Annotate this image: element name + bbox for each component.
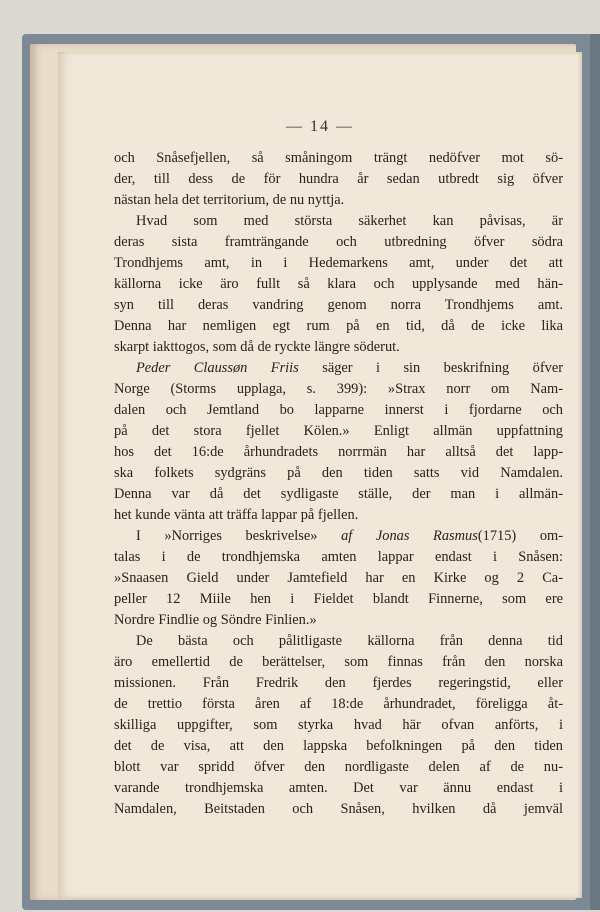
text-line: syn till deras vandring genom norra Trondhjems amt. bbox=[114, 297, 563, 313]
text-line: Namdalen, Beitstaden och Snåsen, hvilken då jemväl bbox=[114, 801, 563, 817]
text-line: De bästa och pålitligaste källorna från denna tid bbox=[136, 633, 563, 649]
text-line: het kunde vänta att träffa lappar på fjellen. bbox=[114, 507, 359, 523]
text-line: på det stora fjellet Kölen.» Enligt allmän uppfattning bbox=[114, 423, 563, 439]
text-line: nästan hela det territorium, de nu nyttja. bbox=[114, 192, 345, 208]
text-line: skarpt iakttogos, som då de ryckte längre söderut. bbox=[114, 339, 400, 355]
author-name: Peder Claussøn Friis bbox=[136, 360, 299, 376]
author-name: Jonas Rasmus bbox=[375, 528, 478, 544]
cover-spine-edge bbox=[590, 34, 600, 910]
text-line: Hvad som med största säkerhet kan påvisas, är bbox=[136, 213, 563, 229]
text-line: Trondhjems amt, in i Hedemarkens amt, under det att bbox=[114, 255, 563, 271]
text-line: deras sista framträngande och utbredning öfver södra bbox=[114, 234, 563, 250]
text-line-with-author bbox=[114, 527, 563, 546]
text-line: Nordre Findlie og Söndre Finlien.» bbox=[114, 612, 317, 628]
text-line: der, till dess de för hundra år sedan utbredt sig öfver bbox=[114, 171, 563, 187]
publication-year: (1715) bbox=[477, 528, 517, 544]
text-line: Norge (Storms upplaga, s. 399): »Strax norr om Nam- bbox=[114, 381, 563, 397]
text-line: äro emellertid de berättelser, som finnas från den norska bbox=[114, 654, 563, 670]
text-line: talas i de trondhjemska amten lappar endast i Snåsen: bbox=[114, 549, 563, 565]
text-line: det de visa, att den lappska befolkningen på den tiden bbox=[114, 738, 563, 754]
text-line-rest: säger i sin beskrifning öfver bbox=[322, 360, 564, 376]
text-line: de trettio första åren af 18:de århundradet, föreligga åt- bbox=[114, 696, 563, 712]
text-line: peller 12 Miile hen i Fieldet blandt Finnerne, som ere bbox=[114, 591, 563, 607]
text-line-rest: om- bbox=[539, 528, 564, 544]
text-line: missionen. Från Fredrik den fjerdes regeringstid, eller bbox=[114, 675, 563, 691]
text-line: varande trondhjemska amten. Det var ännu endast i bbox=[114, 780, 563, 796]
text-line: Denna har nemligen egt rum på en tid, då de icke lika bbox=[114, 318, 563, 334]
text-line: och Snåsefjellen, så småningom trängt nedöfver mot sö- bbox=[114, 150, 563, 166]
text-line: skilliga uppgifter, som styrka hvad här ofvan anförts, i bbox=[114, 717, 563, 733]
text-line: »Snaasen Gield under Jamtefield har en Kirke og 2 Ca- bbox=[114, 570, 563, 586]
source-title: I »Norriges beskrivelse» bbox=[136, 528, 318, 544]
page-number: — 14 — bbox=[286, 118, 354, 135]
text-line: dalen och Jemtland bo lapparne innerst i fjordarne och bbox=[114, 402, 563, 418]
text-line: ska folkets sydgräns på den tiden satts vid Namdalen. bbox=[114, 465, 563, 481]
text-line: källorna icke äro fullt så klara och upplysande med hän- bbox=[114, 276, 563, 292]
text-line: blott var spridd öfver den nordligaste delen af de nu- bbox=[114, 759, 563, 775]
text-line: hos det 16:de århundradets norrmän har alltså det lapp- bbox=[114, 444, 563, 460]
text-line-with-author bbox=[114, 359, 563, 378]
author-prefix: af bbox=[341, 528, 353, 544]
text-line: Denna var då det sydligaste ställe, der man i allmän- bbox=[114, 486, 563, 502]
